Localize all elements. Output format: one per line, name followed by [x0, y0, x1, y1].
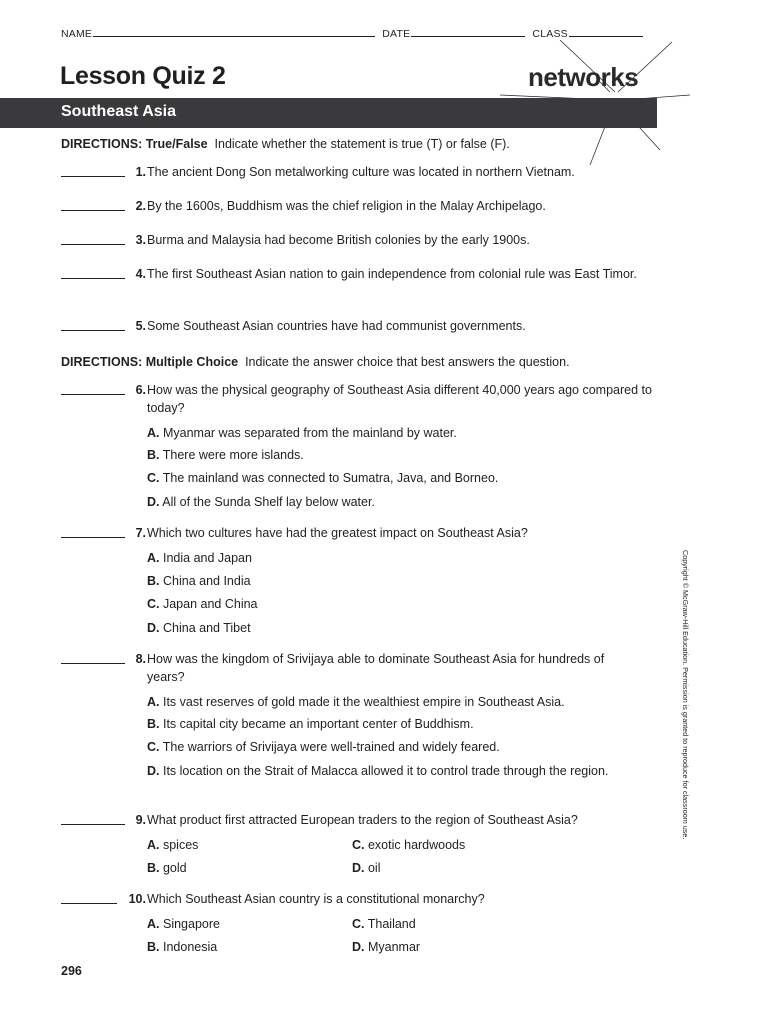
answer-choice[interactable]: A. spices — [147, 838, 199, 852]
header-fields — [61, 26, 647, 40]
name-label: NAME — [61, 28, 93, 40]
answer-choice[interactable]: B. Indonesia — [147, 940, 218, 954]
answer-blank[interactable] — [61, 330, 125, 331]
answer-choice[interactable]: A. India and Japan — [147, 551, 252, 565]
answer-blank[interactable] — [61, 824, 125, 825]
worksheet-page: NAME DATE CLASS Lesson Quiz 2 networks Southeast Asia DIRECTIONS: True/False Indicate whether the statement is true (T) or false (F). 1. The ancient Dong Son metalworking culture was located in northern Vietnam. 2. By the 1600s, Buddhism was the chief religion in the Malay Archipelago. 3. Burma and Malaysia had become British colonies by the early 1900s. 4. The first Southeast Asian nation to gain independence from colonial rule was East Timor. 5. Some Southeast Asian countries have had communist governments. DIRECTIONS: Multiple Choice Indicate the answer choice that best answers the question. 6. How was the physical geography of Southeast Asia different 40,000 years ago compared to today? A. Myanmar was separated from the mainland by water. B. There were more islands. C. The mainland was connected to Sumatra, Java, and Borneo. D. All of the Sunda Shelf lay below water. 7. Which two cultures have had the greatest impact on Southeast Asia? A. India and Japan B. China and India C. Japan and China D. China and Tibet 8. How was the kingdom of Srivijaya able to dominate Southeast Asia for hundreds of years? A. Its vast reserves of gold made it the wealthiest empire in Southeast Asia. B. Its capital city became an important center of Buddhism. C. The warriors of Srivijaya were well-trained and widely feared. D. Its location on the Strait of Malacca allowed it to control trade through the region. 9. What product first attracted European traders to the region of Southeast Asia? A. spices B. gold C. exotic hardwoods D. oil 10. Which Southeast Asian country is a constitutional monarchy? A. Singapore B. Indonesia C. Thailand D. Myanmar 296 Copyright © McGraw-Hill Education. Permission is granted to reproduce for classroom use. — [0, 0, 770, 1024]
answer-choice[interactable]: C. Japan and China — [147, 597, 258, 611]
page-number: 296 — [61, 964, 82, 978]
section-banner — [0, 98, 657, 128]
answer-blank[interactable] — [61, 663, 125, 664]
directions-true-false: DIRECTIONS: True/False Indicate whether the statement is true (T) or false (F). — [61, 137, 510, 151]
answer-choice[interactable]: C. exotic hardwoods — [352, 838, 466, 852]
answer-choice[interactable]: C. The warriors of Srivijaya were well-trained and widely feared. — [147, 740, 500, 754]
answer-choice[interactable]: B. There were more islands. — [147, 448, 304, 462]
answer-choice[interactable]: A. Singapore — [147, 917, 220, 931]
answer-blank[interactable] — [61, 210, 125, 211]
answer-choice[interactable]: B. Its capital city became an important center of Buddhism. — [147, 717, 474, 731]
answer-choice[interactable]: B. China and India — [147, 574, 251, 588]
page-title: Lesson Quiz 2 — [60, 62, 226, 90]
answer-choice[interactable]: D. oil — [352, 861, 381, 875]
answer-choice[interactable]: B. gold — [147, 861, 187, 875]
class-label: CLASS — [532, 28, 568, 40]
date-blank — [411, 26, 525, 37]
answer-choice[interactable]: C. Thailand — [352, 917, 416, 931]
date-label: DATE — [382, 28, 411, 40]
directions-multiple-choice: DIRECTIONS: Multiple Choice Indicate the answer choice that best answers the question. — [61, 355, 570, 369]
answer-choice[interactable]: D. All of the Sunda Shelf lay below water. — [147, 495, 375, 509]
answer-blank[interactable] — [61, 278, 125, 279]
answer-choice[interactable]: D. Its location on the Strait of Malacca allowed it to control trade through the region. — [147, 764, 609, 778]
banner-title: Southeast Asia — [61, 103, 176, 120]
answer-blank[interactable] — [61, 903, 117, 904]
copyright-notice: Copyright © McGraw-Hill Education. Permission is granted to reproduce for classroom use. — [681, 550, 690, 840]
answer-choice[interactable]: C. The mainland was connected to Sumatra, Java, and Borneo. — [147, 471, 499, 485]
networks-logo: networks — [528, 62, 639, 92]
answer-choice[interactable]: D. China and Tibet — [147, 621, 251, 635]
answer-blank[interactable] — [61, 394, 125, 395]
answer-blank[interactable] — [61, 537, 125, 538]
answer-blank[interactable] — [61, 244, 125, 245]
answer-choice[interactable]: A. Myanmar was separated from the mainland by water. — [147, 426, 457, 440]
answer-choice[interactable]: D. Myanmar — [352, 940, 421, 954]
name-blank — [93, 26, 375, 37]
answer-choice[interactable]: A. Its vast reserves of gold made it the wealthiest empire in Southeast Asia. — [147, 695, 565, 709]
logo-globe-icon: o — [585, 62, 601, 92]
answer-blank[interactable] — [61, 176, 125, 177]
class-blank — [569, 26, 643, 37]
